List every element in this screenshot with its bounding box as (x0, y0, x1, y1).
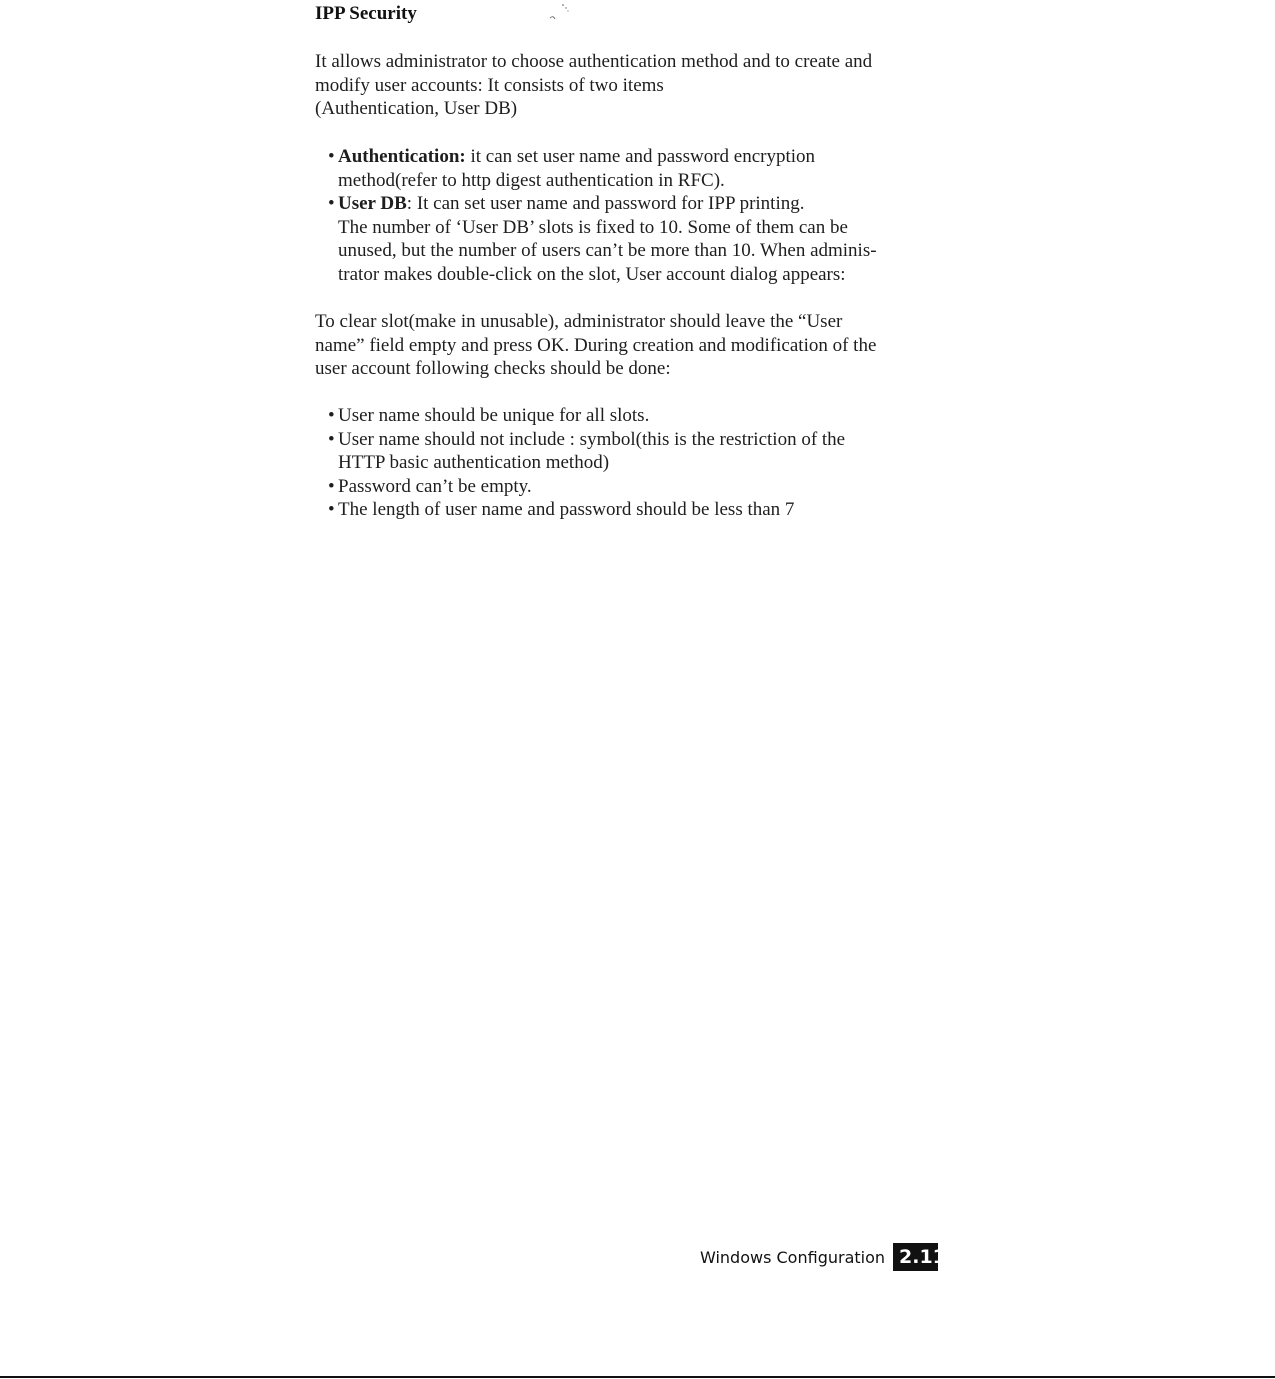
section-heading: IPP Security (315, 3, 417, 24)
text-line: Password can’t be empty. (338, 475, 532, 497)
scan-speck (548, 2, 572, 24)
intro-paragraph (315, 50, 965, 121)
clear-slot-paragraph (315, 310, 965, 381)
bullet-icon: • (328, 405, 335, 426)
bullet-icon: • (328, 146, 335, 167)
text-line: HTTP basic authentication method) (338, 452, 610, 473)
text-line: method(refer to http digest authentication in RFC). (338, 169, 725, 191)
text-line: name” field empty and press OK. During creation and modification of the (315, 334, 877, 356)
page-footer (700, 1243, 946, 1271)
list-item (315, 404, 965, 428)
text-line: user account following checks should be done: (315, 358, 671, 379)
text-line: User name should be unique for all slots. (338, 405, 650, 426)
bullet-icon: • (328, 499, 335, 520)
text-line: User name should not include : symbol(this is the restriction of the (338, 428, 846, 450)
text-line: The length of user name and password should be less than 7 (338, 499, 795, 520)
list-item (315, 498, 965, 522)
list-item (315, 192, 965, 286)
page-number-badge: 2.11 (893, 1243, 938, 1271)
list-item-term: Authentication: (338, 146, 466, 167)
bullet-icon: • (328, 193, 335, 214)
text-line: modify user accounts: It consists of two items (315, 74, 664, 96)
feature-list (315, 145, 965, 286)
list-item (315, 145, 965, 192)
text-line: trator makes double-click on the slot, User account dialog appears: (338, 263, 846, 285)
text-line: (Authentication, User DB) (315, 98, 518, 119)
bullet-icon: • (328, 475, 335, 497)
list-item (315, 428, 965, 475)
text-line: To clear slot(make in unusable), administrator should leave the “User (315, 311, 843, 332)
text-line: It allows administrator to choose authentication method and to create and (315, 51, 873, 72)
text-line: it can set user name and password encryption (465, 146, 816, 167)
footer-section-label: Windows Configuration (700, 1247, 886, 1267)
text-line: The number of ‘User DB’ slots is fixed to 10. Some of them can be (338, 216, 848, 238)
bullet-icon: • (328, 428, 335, 450)
bottom-rule (0, 1376, 1275, 1378)
text-line: unused, but the number of users can’t be more than 10. When adminis- (338, 240, 877, 261)
list-item-term: User DB (338, 193, 407, 214)
checks-list (315, 404, 965, 522)
list-item (315, 475, 965, 499)
text-line: : It can set user name and password for IPP printing. (406, 193, 805, 214)
